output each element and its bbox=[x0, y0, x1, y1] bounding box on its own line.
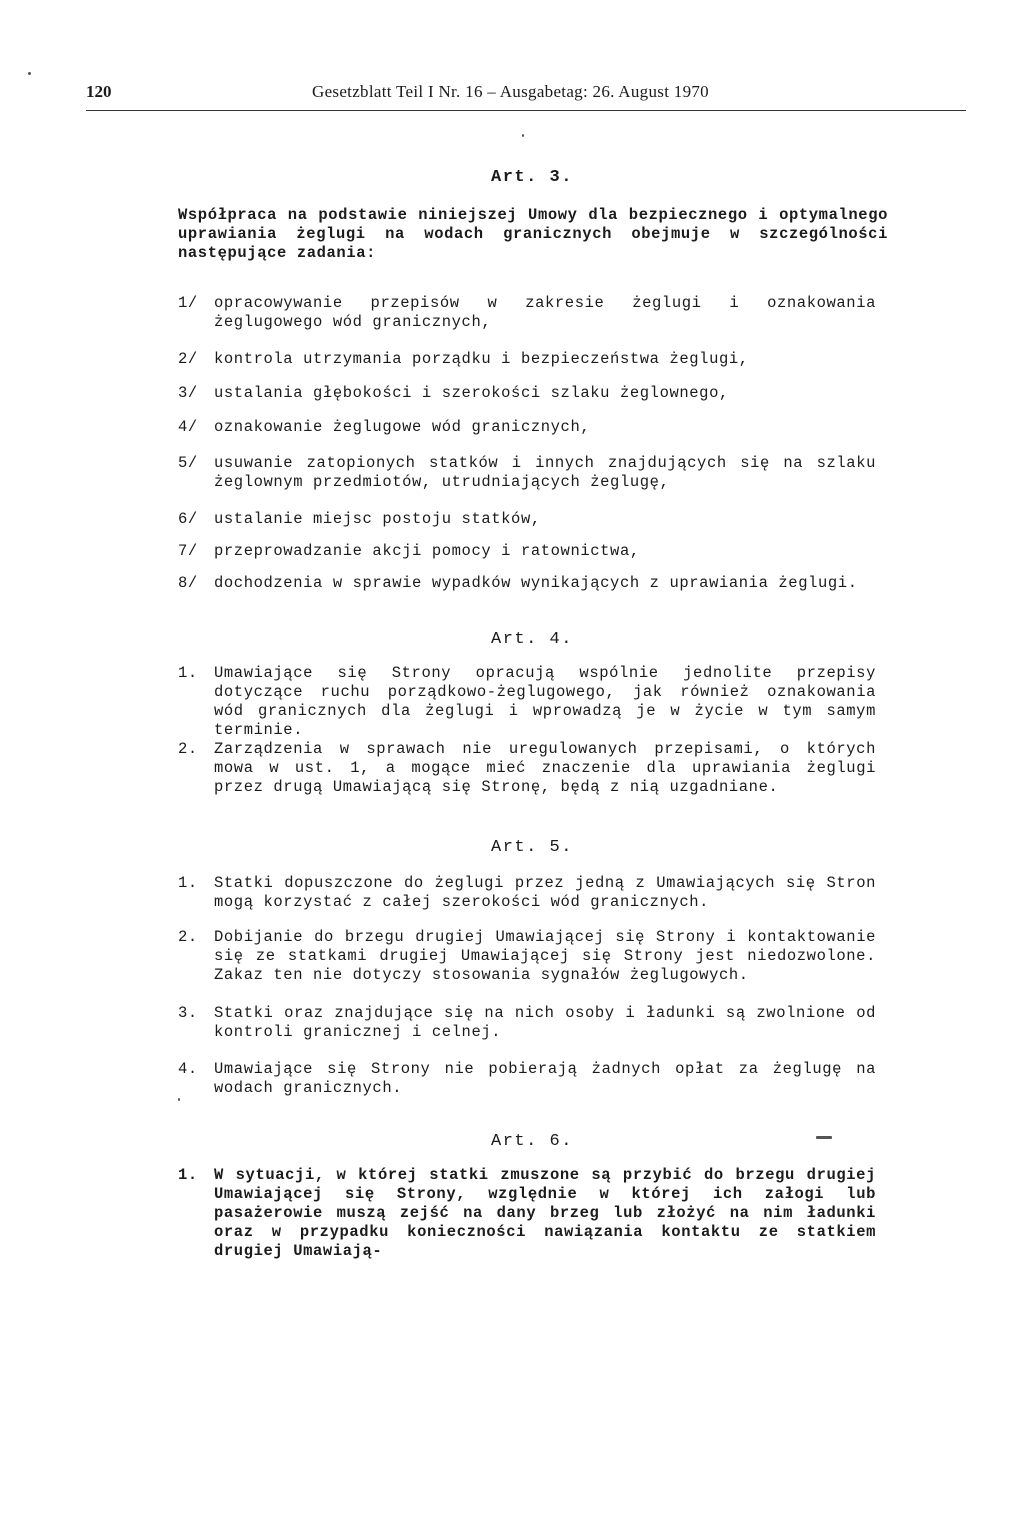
item-number: 7/ bbox=[178, 542, 198, 560]
item-text: Dobijanie do brzegu drugiej Umawiającej się Strony i kontaktowanie się ze statkami drugiej Umawiającej się Strony jest niedozwolone. Zakaz ten nie dotyczy stosowania sygnałów żeglugowych. bbox=[214, 928, 876, 984]
article-5-heading: Art. 5. bbox=[491, 838, 573, 857]
item-number: 5/ bbox=[178, 454, 198, 472]
item-number: 3. bbox=[178, 1004, 198, 1022]
page-number: 120 bbox=[86, 82, 112, 101]
item-text: W sytuacji, w której statki zmuszone są przybić do brzegu drugiej Umawiającej się Strony, względnie w której ich załogi lub pasażerowie muszą zejść na dany brzeg lub złożyć na nim ładunki oraz w przypadku konieczności nawiązania kontaktu ze statkiem drugiej Umawiają- bbox=[214, 1166, 876, 1260]
scan-speck bbox=[28, 72, 31, 75]
item-number: 1. bbox=[178, 874, 198, 892]
article-6-heading: Art. 6. bbox=[491, 1132, 573, 1151]
scan-smudge bbox=[816, 1136, 832, 1139]
item-text: usuwanie zatopionych statków i innych znajdujących się na szlaku żeglownym przedmiotów, utrudniających żeglugę, bbox=[214, 454, 876, 491]
item-number: 8/ bbox=[178, 574, 198, 592]
item-number: 1/ bbox=[178, 294, 198, 312]
header-rule bbox=[86, 110, 966, 111]
item-number: 2. bbox=[178, 740, 198, 758]
item-text: Zarządzenia w sprawach nie uregulowanych przepisami, o których mowa w ust. 1, a mogące mieć znaczenie dla uprawiania żeglugi przez drugą Umawiającą się Stronę, będą z nią uzgadniane. bbox=[214, 740, 876, 796]
item-text: Umawiające się Strony nie pobierają żadnych opłat za żeglugę na wodach granicznych. bbox=[214, 1060, 876, 1097]
item-text: kontrola utrzymania porządku i bezpieczeństwa żeglugi, bbox=[214, 350, 749, 368]
item-text: przeprowadzanie akcji pomocy i ratownictwa, bbox=[214, 542, 640, 560]
scan-speck bbox=[178, 1098, 180, 1101]
item-number: 4. bbox=[178, 1060, 198, 1078]
item-number: 2. bbox=[178, 928, 198, 946]
article-3-intro: Współpraca na podstawie niniejszej Umowy dla bezpiecznego i optymalnego uprawiania żeglugi na wodach granicznych obejmuje w szczególności następujące zadania: bbox=[178, 206, 888, 262]
article-4-heading: Art. 4. bbox=[491, 630, 573, 649]
item-text: Statki dopuszczone do żeglugi przez jedną z Umawiających się Stron mogą korzystać z całej szerokości wód granicznych. bbox=[214, 874, 876, 911]
item-text: opracowywanie przepisów w zakresie żeglugi i oznakowania żeglugowego wód granicznych, bbox=[214, 294, 876, 331]
item-text: Umawiające się Strony opracują wspólnie jednolite przepisy dotyczące ruchu porządkowo-żeglugowego, jak również oznakowania wód granicznych dla żeglugi i wprowadzą je w życie w tym samym terminie. bbox=[214, 664, 876, 739]
item-number: 3/ bbox=[178, 384, 198, 402]
scan-speck bbox=[522, 134, 524, 137]
item-text: Statki oraz znajdujące się na nich osoby i ładunki są zwolnione od kontroli granicznej i celnej. bbox=[214, 1004, 876, 1041]
item-text: oznakowanie żeglugowe wód granicznych, bbox=[214, 418, 591, 436]
item-number: 4/ bbox=[178, 418, 198, 436]
item-number: 1. bbox=[178, 1166, 198, 1184]
item-number: 2/ bbox=[178, 350, 198, 368]
page-header bbox=[86, 82, 966, 106]
article-3-heading: Art. 3. bbox=[491, 168, 573, 187]
item-text: dochodzenia w sprawie wypadków wynikających z uprawiania żeglugi. bbox=[214, 574, 858, 592]
running-head: Gesetzblatt Teil I Nr. 16 – Ausgabetag: 26. August 1970 bbox=[312, 82, 709, 101]
item-text: ustalania głębokości i szerokości szlaku żeglownego, bbox=[214, 384, 729, 402]
item-number: 1. bbox=[178, 664, 198, 682]
item-number: 6/ bbox=[178, 510, 198, 528]
item-text: ustalanie miejsc postoju statków, bbox=[214, 510, 541, 528]
